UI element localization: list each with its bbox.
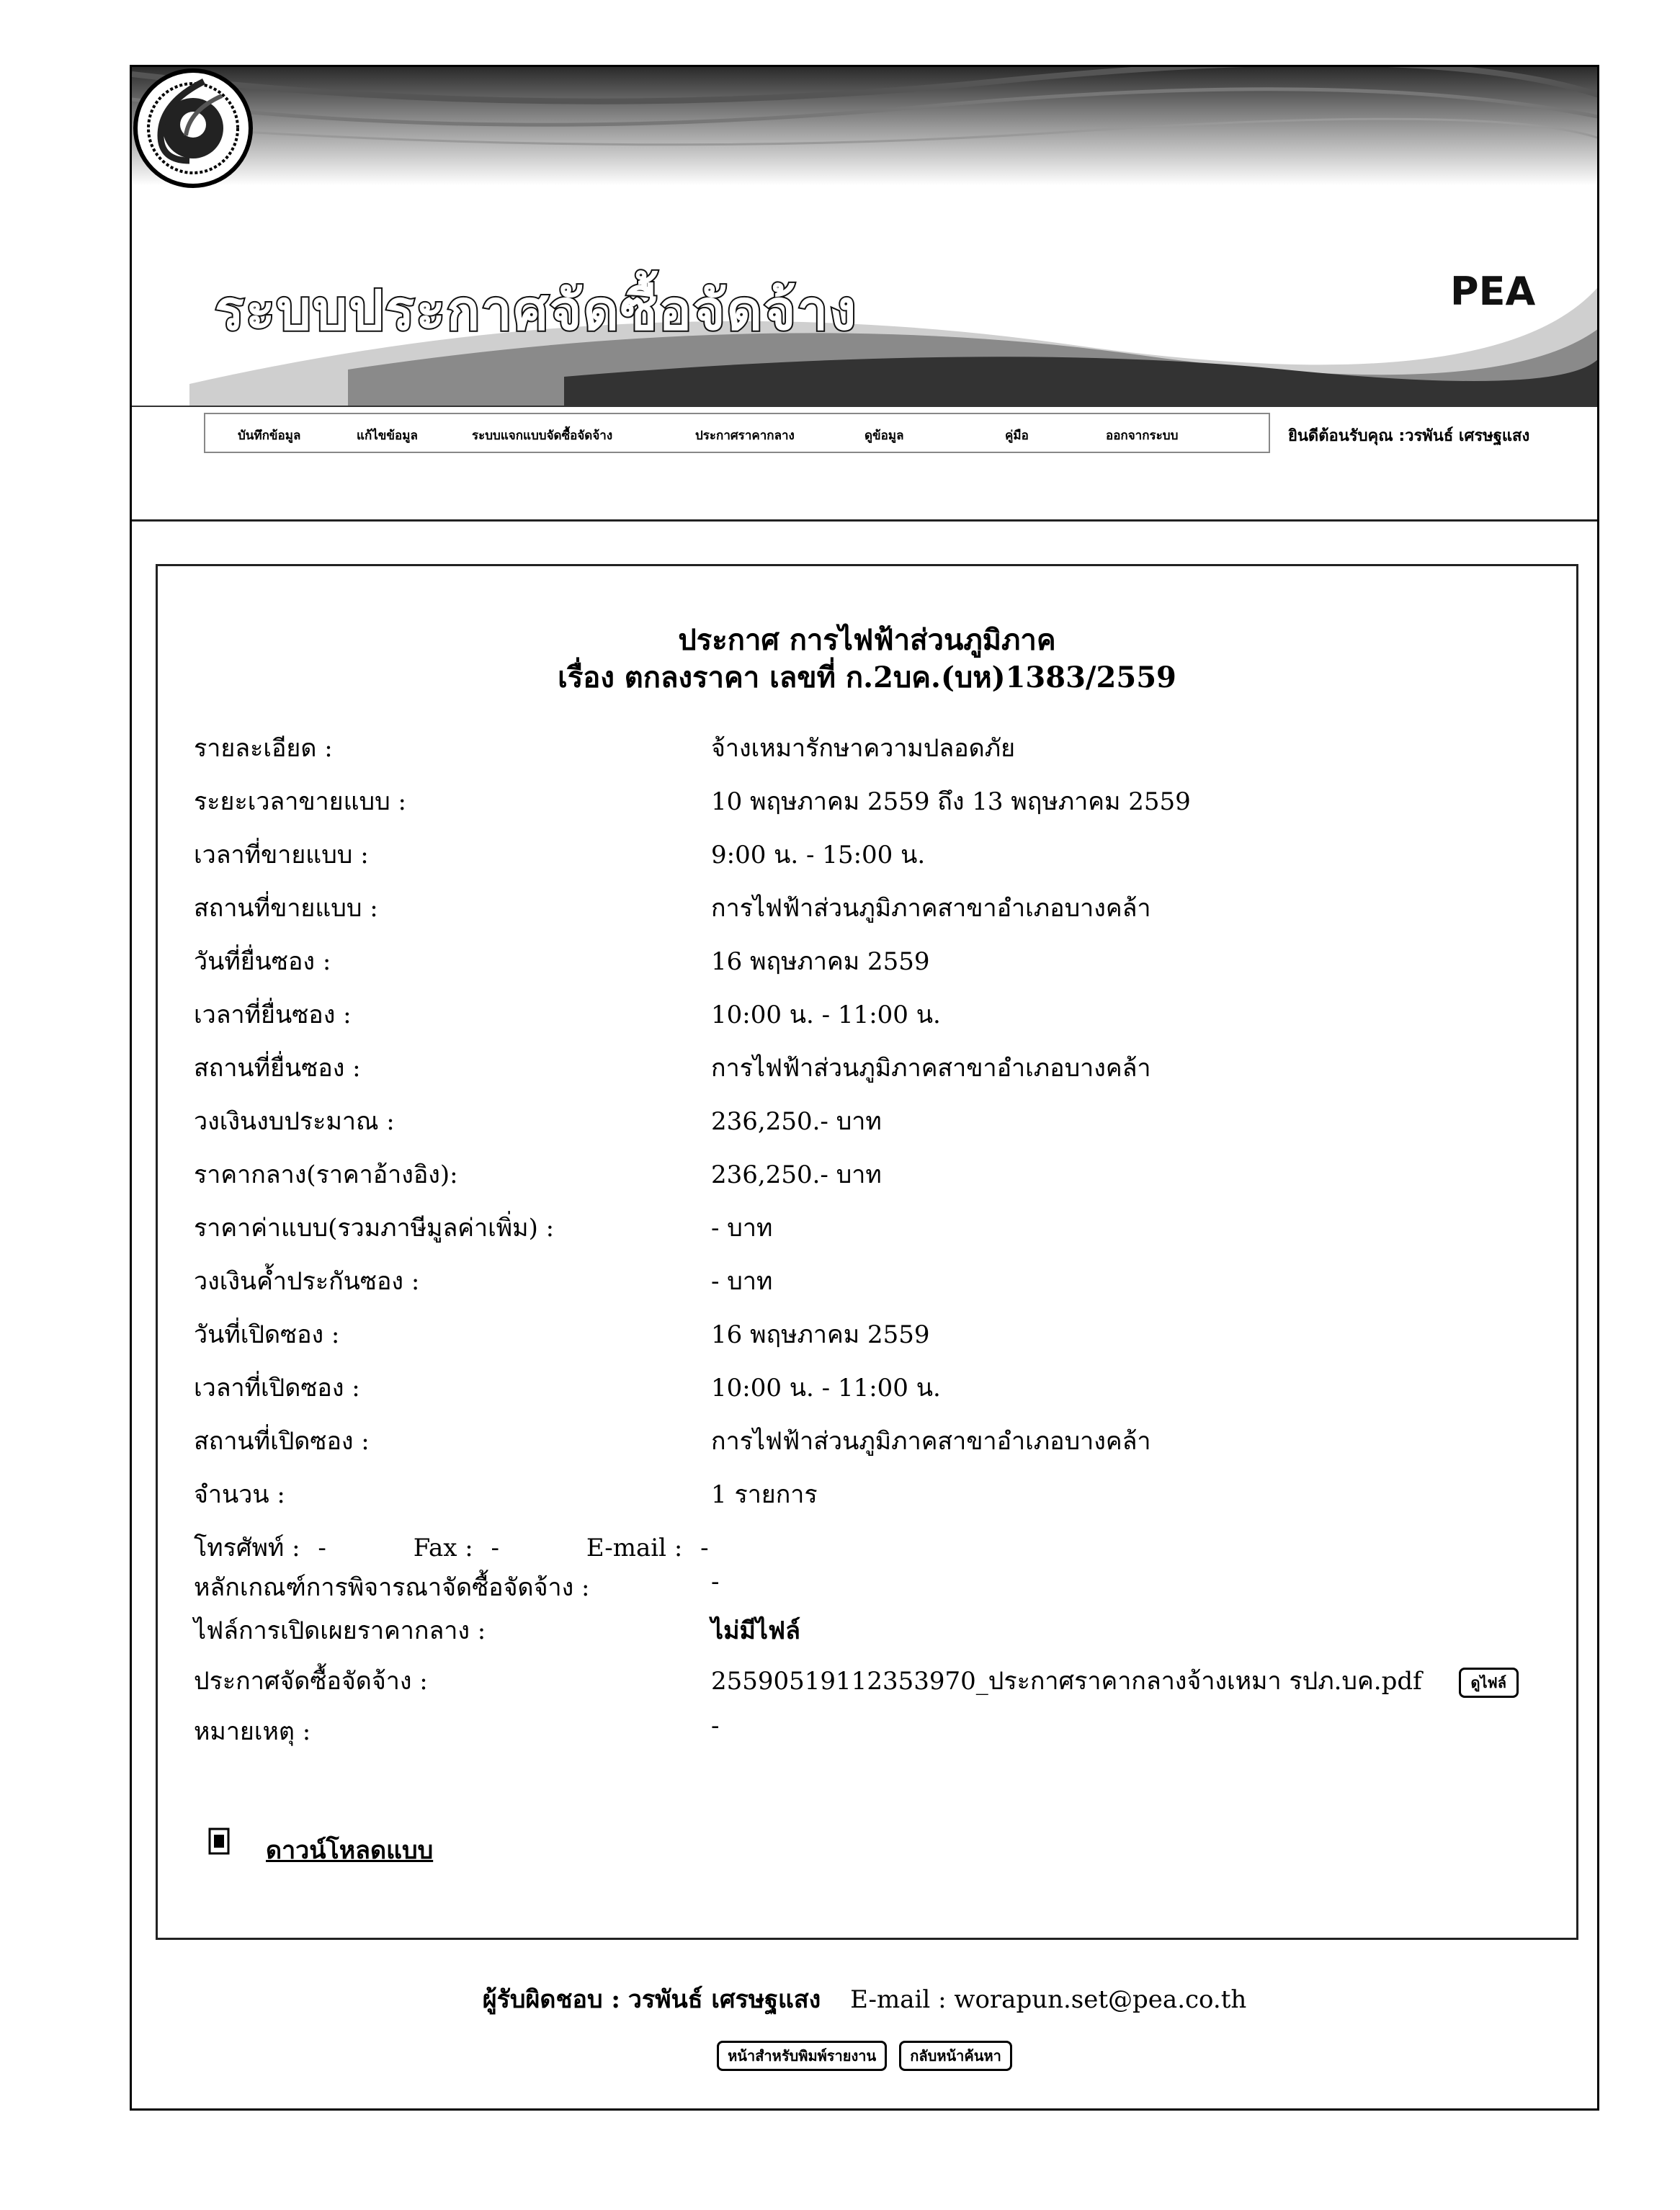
detail-row (194, 1208, 1548, 1243)
announcement-file-link[interactable]: 25590519112353970_ประกาศราคากลางจ้างเหมา รปภ.บค.pdf (711, 1667, 1422, 1696)
detail-label: สถานที่ยื่นซอง : (194, 1054, 361, 1083)
extra-value: - (711, 1712, 720, 1740)
detail-row (194, 728, 1548, 763)
detail-row (194, 995, 1548, 1029)
detail-row (194, 835, 1548, 869)
back-to-search-button[interactable]: กลับหน้าค้นหา (899, 2041, 1012, 2071)
detail-value: 236,250.- บาท (711, 1160, 882, 1189)
menu-item-save[interactable]: บันทึกข้อมูล (238, 429, 301, 443)
extra-label: หมายเหตุ : (194, 1717, 311, 1746)
announcement-subject: เรื่อง ตกลงราคา เลขที่ ก.2บค.(บห)1383/2559 (558, 661, 1176, 694)
extra-row (194, 1611, 1548, 1645)
menu-item-manual[interactable]: คู่มือ (1005, 429, 1029, 443)
banner-background (132, 67, 1597, 406)
footer-buttons (132, 2041, 1597, 2071)
announcement-heading: ประกาศ การไฟฟ้าส่วนภูมิภาค (678, 623, 1056, 657)
detail-row (194, 1261, 1548, 1296)
menu-item-median-price[interactable]: ประกาศราคากลาง (695, 429, 795, 443)
detail-row (194, 888, 1548, 923)
detail-label: สถานที่เปิดซอง : (194, 1427, 370, 1456)
detail-value: 16 พฤษภาคม 2559 (711, 1320, 930, 1349)
fax-value: - (491, 1534, 500, 1562)
detail-value: การไฟฟ้าส่วนภูมิภาคสาขาอำเภอบางคล้า (711, 894, 1151, 923)
detail-label: ราคากลาง(ราคาอ้างอิง): (194, 1160, 458, 1189)
detail-row (194, 1048, 1548, 1083)
menu-item-view-data[interactable]: ดูข้อมูล (864, 429, 904, 443)
detail-value: 10 พฤษภาคม 2559 ถึง 13 พฤษภาคม 2559 (711, 787, 1191, 816)
extra-label: ประกาศจัดซื้อจัดจ้าง : (194, 1667, 428, 1696)
extra-label: หลักเกณฑ์การพิจารณาจัดซื้อจัดจ้าง : (194, 1573, 590, 1602)
print-report-button[interactable]: หน้าสำหรับพิมพ์รายงาน (717, 2041, 887, 2071)
phone-value: - (318, 1534, 326, 1562)
responsible-line (132, 1979, 1597, 2018)
detail-label: สถานที่ขายแบบ : (194, 894, 378, 923)
detail-value: 236,250.- บาท (711, 1107, 882, 1136)
detail-row (194, 1315, 1548, 1349)
detail-row (194, 1421, 1548, 1456)
email-value: - (700, 1534, 709, 1562)
detail-value: การไฟฟ้าส่วนภูมิภาคสาขาอำเภอบางคล้า (711, 1054, 1151, 1083)
pea-logo-icon (132, 67, 247, 189)
detail-row (194, 1101, 1548, 1136)
detail-row (194, 1155, 1548, 1189)
detail-row (194, 782, 1548, 816)
detail-value: 9:00 น. - 15:00 น. (711, 841, 926, 869)
detail-label: วงเงินงบประมาณ : (194, 1107, 395, 1136)
detail-label: วงเงินค้ำประกันซอง : (194, 1267, 420, 1296)
detail-label: ระยะเวลาขายแบบ : (194, 787, 406, 816)
header-banner (132, 67, 1597, 407)
detail-value: จ้างเหมารักษาความปลอดภัย (711, 734, 1016, 763)
banner-title: ระบบประกาศจัดซื้อจัดจ้าง (215, 278, 858, 342)
detail-row (194, 1475, 1548, 1509)
extra-value: - (711, 1567, 720, 1596)
pea-logo-text: PEA (1450, 269, 1536, 314)
detail-label: วันที่ยื่นซอง : (194, 947, 331, 976)
extra-label: ไฟล์การเปิดเผยราคากลาง : (194, 1616, 486, 1645)
view-file-button[interactable]: ดูไฟล์ (1459, 1668, 1519, 1698)
detail-row (194, 941, 1548, 976)
detail-value: การไฟฟ้าส่วนภูมิภาคสาขาอำเภอบางคล้า (711, 1427, 1151, 1456)
detail-label: เวลาที่เปิดซอง : (194, 1374, 360, 1402)
phone-label: โทรศัพท์ : (194, 1534, 300, 1562)
email-label: E-mail : (586, 1534, 683, 1562)
responsible-name: วรพันธ์ เศรษฐแสง (627, 1985, 821, 2014)
fax-label: Fax : (413, 1534, 473, 1562)
detail-label: เวลาที่ยื่นซอง : (194, 1001, 352, 1029)
extra-row (194, 1712, 1548, 1746)
download-label[interactable]: ดาวน์โหลดแบบ (266, 1836, 434, 1865)
extra-value: ไม่มีไฟล์ (711, 1616, 800, 1645)
detail-label: เวลาที่ขายแบบ : (194, 841, 369, 869)
extra-value-wrap (711, 1661, 1519, 1700)
detail-label: ราคาค่าแบบ(รวมภาษีมูลค่าเพิ่ม) : (194, 1214, 555, 1243)
announcement-panel (156, 564, 1578, 1940)
extra-row (194, 1661, 1548, 1696)
detail-value: - บาท (711, 1267, 773, 1296)
responsible-email: E-mail : worapun.set@pea.co.th (850, 1985, 1247, 2014)
main-menu (204, 413, 1270, 453)
responsible-label: ผู้รับผิดชอบ : (482, 1985, 620, 2014)
extra-row (194, 1567, 1548, 1602)
detail-value: 10:00 น. - 11:00 น. (711, 1374, 941, 1402)
welcome-text: ยินดีต้อนรับคุณ :วรพันธ์ เศรษฐแสง (1288, 427, 1530, 445)
menu-item-edit[interactable]: แก้ไขข้อมูล (357, 429, 418, 443)
detail-label: จำนวน : (194, 1480, 285, 1509)
menu-item-logout[interactable]: ออกจากระบบ (1106, 429, 1179, 443)
detail-value: 1 รายการ (711, 1480, 818, 1509)
menu-item-distribution[interactable]: ระบบแจกแบบจัดซื้อจัดจ้าง (472, 429, 613, 443)
document-icon (208, 1828, 231, 1856)
detail-row (194, 1368, 1548, 1402)
detail-value: - บาท (711, 1214, 773, 1243)
detail-label: รายละเอียด : (194, 734, 333, 763)
detail-value: 16 พฤษภาคม 2559 (711, 947, 930, 976)
page-frame (130, 65, 1599, 2111)
detail-value: 10:00 น. - 11:00 น. (711, 1001, 941, 1029)
detail-label: วันที่เปิดซอง : (194, 1320, 340, 1349)
divider (132, 519, 1597, 522)
contact-line (194, 1528, 709, 1567)
